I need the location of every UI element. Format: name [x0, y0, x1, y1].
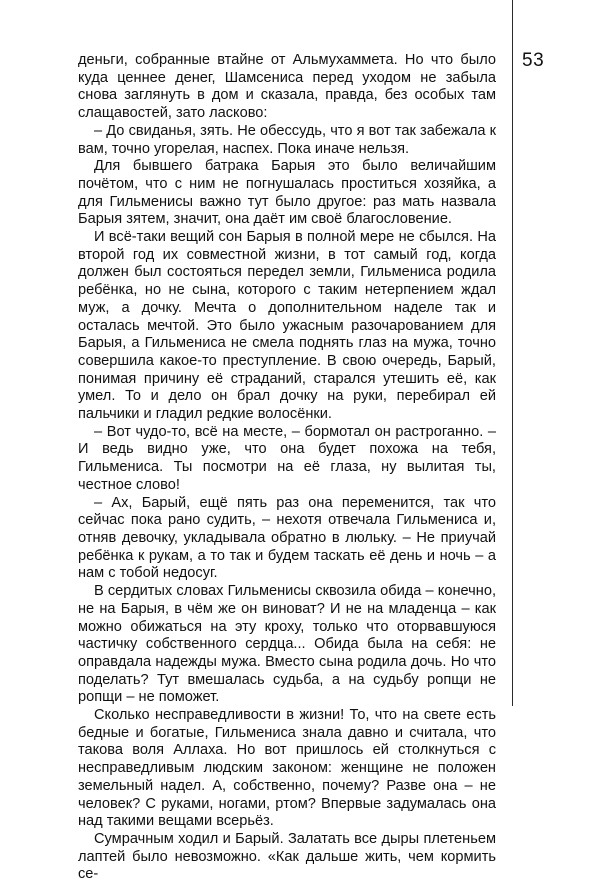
text-block	[78, 52, 496, 884]
paragraph-3: Для бывшего батрака Барыя это было величайшим почётом, что с ним не погнушалась проститься хозяйка, а для Гильменисы важно тут было другое: раз мать назвала Барыя зятем, значит, она даёт им своё благословение.	[78, 158, 496, 228]
page-edge-line	[512, 0, 513, 706]
paragraph-8: Сколько несправедливости в жизни! То, что на свете есть бедные и богатые, Гильмениса знала давно и считала, что такова воля Аллаха. Но вот пришлось ей столкнуться с несправедливым людским законом: женщине не положен земельный надел. А, собственно, почему? Разве она – не человек? С руками, ногами, ртом? Впервые задумалась она над такими вещами всерьёз.	[78, 707, 496, 830]
paragraph-5: – Вот чудо-то, всё на месте, – бормотал он растроганно. – И ведь видно уже, что она будет похожа на тебя, Гильмениса. Ты посмотри на её глаза, ну вылитая ты, честное слово!	[78, 423, 496, 493]
page-number: 53	[522, 50, 545, 71]
paragraph-4: И всё-таки вещий сон Барыя в полной мере не сбылся. На второй год их совместной жизни, в тот самый год, когда должен был состояться передел земли, Гильмениса родила ребёнка, но не сына, которого с таким нетерпением ждал муж, а дочку. Мечта о дополнительном наделе так и осталась мечтой. Это было ужасным разочарованием для Барыя, а Гильмениса не смела поднять глаз на мужа, точно совершила какое-то преступление. В свою очередь, Барый, понимая причину её страданий, старался утешить её, как умел. То и дело он брал дочку на руки, перебирал ей пальчики и гладил редкие волосёнки.	[78, 229, 496, 423]
paragraph-2: – До свиданья, зять. Не обессудь, что я вот так забежала к вам, точно угорелая, наспех. Пока иначе нельзя.	[78, 122, 496, 157]
paragraph-9: Сумрачным ходил и Барый. Залатать все дыры плетеньем лаптей было невозможно. «Как дальше жить, чем кормить се-	[78, 830, 496, 883]
paragraph-1: деньги, собранные втайне от Альмухаммета. Но что было куда ценнее денег, Шамсениса перед уходом не забыла снова заглянуть в дом и сказала, правда, без особых там слащавостей, зато ласково:	[78, 52, 496, 122]
paragraph-7: В сердитых словах Гильменисы сквозила обида – конечно, не на Барыя, в чём же он виноват? И не на младенца – как можно обижаться на эту кроху, только что оторвавшуюся частичку собственного сердца... Обида была на себя: не оправдала надежды мужа. Вместо сына родила дочь. Но что поделать? Тут вмешалась судьба, а на судьбу ропщи не ропщи – не поможет.	[78, 583, 496, 706]
paragraph-6: – Ах, Барый, ещё пять раз она переменится, так что сейчас пока рано судить, – нехотя отвечала Гильмениса и, отняв девочку, укладывала обратно в люльку. – Не приучай ребёнка к рукам, а то так и будем таскать её день и ночь – а нам с тобой недосуг.	[78, 494, 496, 582]
